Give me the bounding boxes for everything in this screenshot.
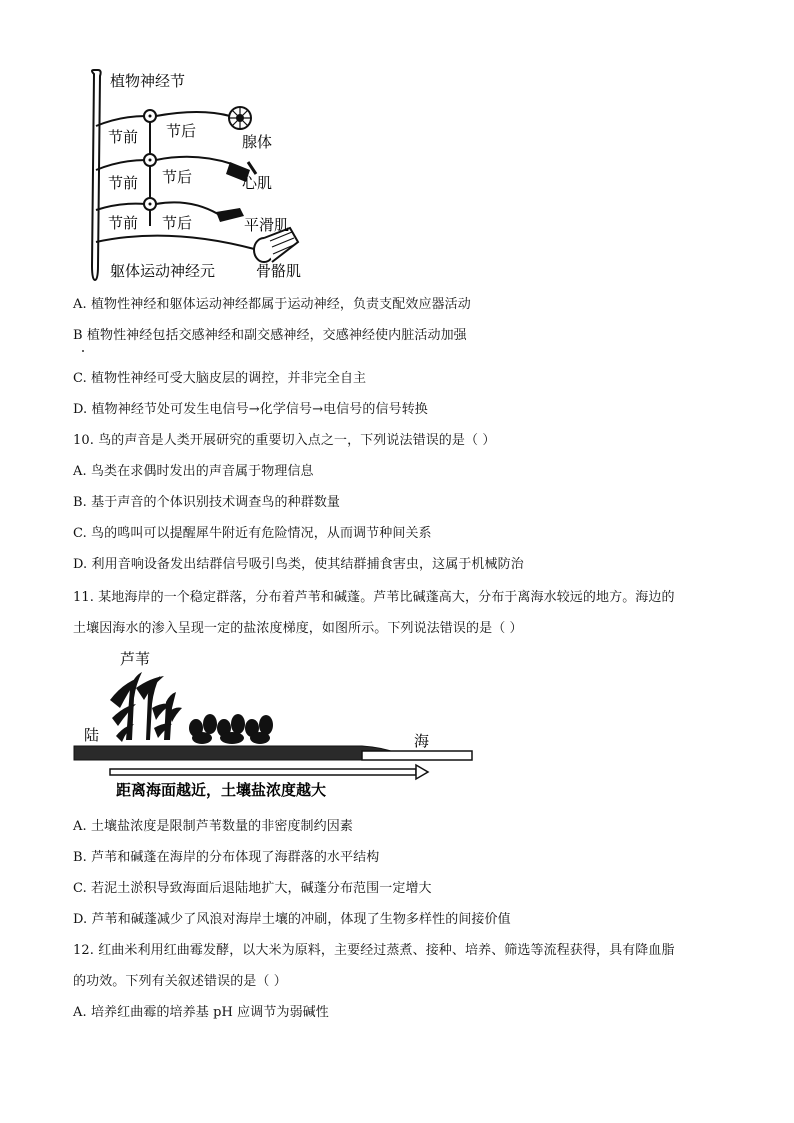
pre-label-1: 节前 bbox=[108, 128, 139, 146]
q11-option-d: D. 芦苇和碱蓬减少了风浪对海岸土壤的冲刷，体现了生物多样性的间接价值 bbox=[73, 912, 511, 927]
post-label-2: 节后 bbox=[162, 168, 193, 186]
somatic-neuron-label: 躯体运动神经元 bbox=[110, 262, 216, 280]
autonomic-nerve-diagram bbox=[80, 66, 320, 286]
q11-option-a: A. 土壤盐浓度是限制芦苇数量的非密度制约因素 bbox=[73, 819, 353, 834]
q11-option-b: B. 芦苇和碱蓬在海岸的分布体现了海群落的水平结构 bbox=[73, 850, 380, 865]
q11-stem-line2: 土壤因海水的渗入呈现一定的盐浓度梯度，如图所示。下列说法错误的是（ ） bbox=[73, 621, 523, 636]
q10-stem: 10. 鸟的声音是人类开展研究的重要切入点之一，下列说法错误的是（ ） bbox=[73, 433, 496, 448]
figure-title: 植物神经节 bbox=[110, 72, 186, 90]
arrow-caption: 距离海面越近，土壤盐浓度越大 bbox=[116, 781, 327, 799]
stray-dot bbox=[82, 350, 84, 352]
target-label-heart: 心肌 bbox=[242, 174, 273, 192]
pre-label-2: 节前 bbox=[108, 174, 139, 192]
post-label-3: 节后 bbox=[162, 214, 193, 232]
q10-option-a: A. 鸟类在求偶时发出的声音属于物理信息 bbox=[73, 464, 314, 479]
target-label-gland: 腺体 bbox=[242, 133, 273, 151]
q9-option-a: A. 植物性神经和躯体运动神经都属于运动神经，负责支配效应器活动 bbox=[73, 297, 471, 312]
q11-stem-line1: 11. 某地海岸的一个稳定群落，分布着芦苇和碱蓬。芦苇比碱蓬高大，分布于离海水较远的地方。海边的 bbox=[73, 590, 675, 605]
sea-strip bbox=[362, 751, 472, 760]
q10-option-b: B. 基于声音的个体识别技术调查鸟的种群数量 bbox=[73, 495, 341, 510]
seepweed-plants-illustration bbox=[189, 714, 273, 744]
q12-stem-line2: 的功效。下列有关叙述错误的是（ ） bbox=[73, 974, 287, 989]
q9-option-c: C. 植物性神经可受大脑皮层的调控，并非完全自主 bbox=[73, 371, 367, 386]
smooth-muscle-icon bbox=[216, 208, 244, 222]
gland-icon bbox=[229, 107, 251, 129]
q9-option-b: B 植物性神经包括交感神经和副交感神经，交感神经使内脏活动加强 bbox=[73, 328, 467, 343]
coastal-zonation-diagram bbox=[72, 648, 482, 803]
sea-label: 海 bbox=[414, 732, 430, 750]
salinity-gradient-arrow bbox=[110, 765, 428, 779]
q12-stem-line1: 12. 红曲米利用红曲霉发酵，以大米为原料，主要经过蒸煮、接种、培养、筛选等流程获得，具有降血脂 bbox=[73, 943, 675, 958]
target-label-skeletal: 骨骼肌 bbox=[256, 262, 302, 280]
post-label-1: 节后 bbox=[166, 122, 197, 140]
land-label: 陆 bbox=[84, 726, 100, 744]
q12-option-a: A. 培养红曲霉的培养基 pH 应调节为弱碱性 bbox=[73, 1005, 329, 1020]
q11-option-c: C. 若泥土淤积导致海面后退陆地扩大，碱蓬分布范围一定增大 bbox=[73, 881, 432, 896]
reed-label: 芦苇 bbox=[120, 650, 151, 668]
reed-plants-illustration bbox=[110, 672, 182, 742]
q10-option-d: D. 利用音响设备发出结群信号吸引鸟类，使其结群捕食害虫，这属于机械防治 bbox=[73, 557, 524, 572]
spinal-cord bbox=[92, 70, 101, 280]
target-label-smooth: 平滑肌 bbox=[244, 216, 290, 234]
q9-option-d: D. 植物神经节处可发生电信号→化学信号→电信号的信号转换 bbox=[73, 402, 428, 417]
q10-option-c: C. 鸟的鸣叫可以提醒犀牛附近有危险情况，从而调节种间关系 bbox=[73, 526, 432, 541]
pre-label-3: 节前 bbox=[108, 214, 139, 232]
